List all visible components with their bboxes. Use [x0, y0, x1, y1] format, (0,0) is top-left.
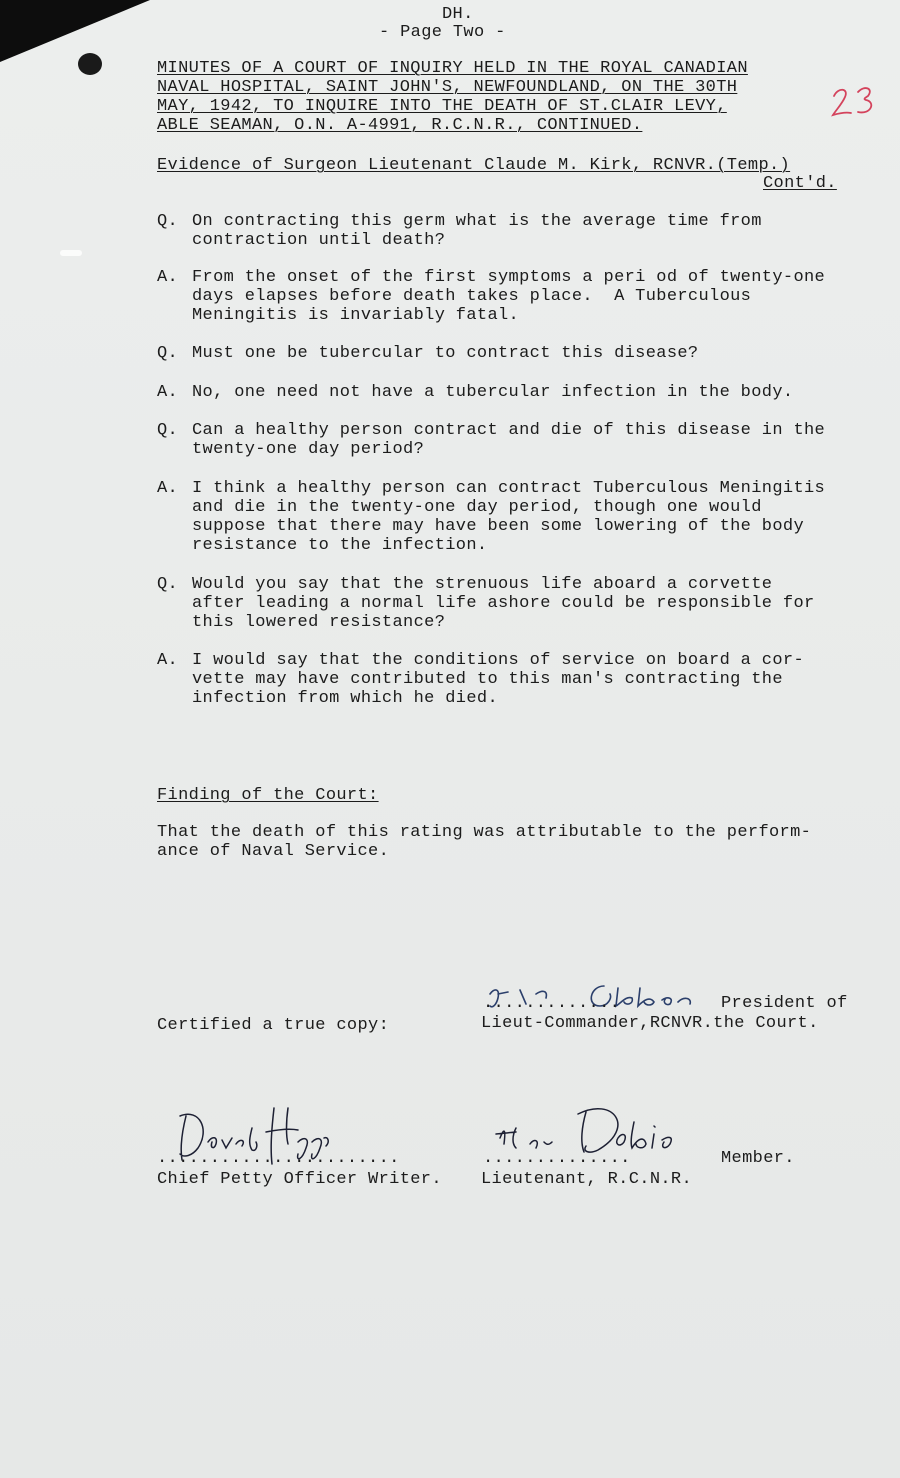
member-role: Member. — [721, 1149, 795, 1168]
title-line-4: ABLE SEAMAN, O.N. A-4991, R.C.N.R., CONTINUED. — [157, 116, 643, 135]
title-line-3: MAY, 1942, TO INQUIRE INTO THE DEATH OF ST.CLAIR LEVY, — [157, 97, 727, 116]
qa-line: Would you say that the strenuous life aboard a corvette — [192, 575, 773, 594]
writer-rank: Chief Petty Officer Writer. — [157, 1170, 442, 1189]
qa-tag: A. — [157, 479, 179, 498]
qa-line: resistance to the infection. — [192, 536, 488, 555]
president-dots: ............. — [483, 994, 621, 1013]
member-dots: .............. — [483, 1149, 631, 1168]
evidence-heading: Evidence of Surgeon Lieutenant Claude M. Kirk, RCNVR.(Temp.) — [157, 156, 791, 175]
handwritten-page-number — [830, 82, 880, 120]
finding-line: That the death of this rating was attributable to the perform- — [157, 823, 812, 842]
finding-line: ance of Naval Service. — [157, 842, 390, 861]
qa-tag: Q. — [157, 421, 179, 440]
qa-line: I would say that the conditions of service on board a cor- — [192, 651, 804, 670]
qa-line: I think a healthy person can contract Tuberculous Meningitis — [192, 479, 826, 498]
qa-line: after leading a normal life ashore could be responsible for — [192, 594, 815, 613]
qa-line: this lowered resistance? — [192, 613, 446, 632]
qa-line: On contracting this germ what is the average time from — [192, 212, 762, 231]
qa-tag: A. — [157, 383, 179, 402]
qa-line: contraction until death? — [192, 231, 446, 250]
title-line-1: MINUTES OF A COURT OF INQUIRY HELD IN THE ROYAL CANADIAN — [157, 59, 748, 78]
document-code: DH. — [442, 5, 474, 24]
qa-tag: Q. — [157, 575, 179, 594]
qa-tag: Q. — [157, 344, 179, 363]
member-rank: Lieutenant, R.C.N.R. — [481, 1170, 693, 1189]
qa-line: vette may have contributed to this man's contracting the — [192, 670, 783, 689]
qa-line: Can a healthy person contract and die of this disease in the — [192, 421, 826, 440]
qa-line: No, one need not have a tubercular infection in the body. — [192, 383, 794, 402]
president-role: President of — [721, 994, 848, 1013]
punch-hole — [78, 53, 102, 75]
qa-line: Must one be tubercular to contract this disease? — [192, 344, 699, 363]
qa-tag: A. — [157, 651, 179, 670]
finding-heading: Finding of the Court: — [157, 786, 379, 805]
writer-dots: ....................... — [157, 1149, 400, 1168]
qa-line: infection from which he died. — [192, 689, 498, 708]
qa-line: Meningitis is invariably fatal. — [192, 306, 520, 325]
qa-line: twenty-one day period? — [192, 440, 425, 459]
evidence-heading-continued: Cont'd. — [763, 174, 837, 193]
staple-mark — [60, 250, 82, 256]
qa-line: suppose that there may have been some lowering of the body — [192, 517, 804, 536]
qa-line: and die in the twenty-one day period, though one would — [192, 498, 762, 517]
qa-tag: Q. — [157, 212, 179, 231]
qa-line: From the onset of the first symptoms a peri od of twenty-one — [192, 268, 826, 287]
title-line-2: NAVAL HOSPITAL, SAINT JOHN'S, NEWFOUNDLAND, ON THE 30TH — [157, 78, 738, 97]
folded-corner — [0, 0, 150, 62]
qa-line: days elapses before death takes place. A Tuberculous — [192, 287, 752, 306]
certified-label: Certified a true copy: — [157, 1016, 390, 1035]
page-label: - Page Two - — [379, 23, 506, 42]
president-rank: Lieut-Commander,RCNVR.the Court. — [481, 1014, 819, 1033]
qa-tag: A. — [157, 268, 179, 287]
